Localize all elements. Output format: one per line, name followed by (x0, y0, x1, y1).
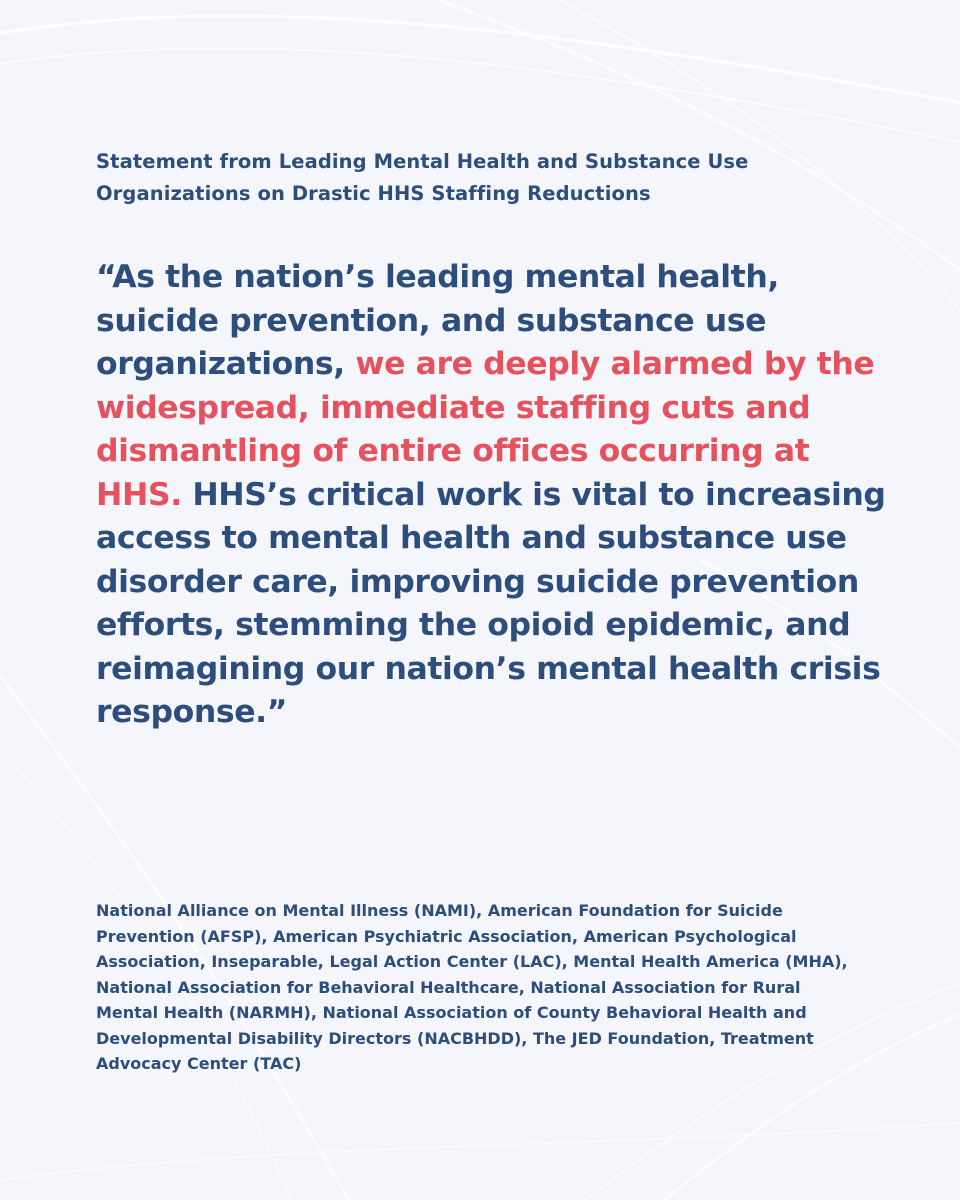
statement-content (96, 146, 886, 735)
quote-highlight: we are deeply alarmed by the widespread, immediate staffing cuts and dismantling of entire offices occurring at HHS. (96, 346, 875, 513)
signatory-organizations: National Alliance on Mental Illness (NAMI), American Foundation for Suicide Prevention (AFSP), American Psychiatric Association, American Psychological Association, Inseparable, Legal Action Center (LAC), Mental Health America (MHA), National Association for Behavioral Healthcare, National Association for Rural Mental Health (NARMH), National Association of County Behavioral Health and Developmental Disability Directors (NACBHDD), The JED Foundation, Treatment Advocacy Center (TAC) (96, 901, 848, 1073)
statement-headline: Statement from Leading Mental Health and Substance Use Organizations on Drastic HHS Staffing Reductions (96, 150, 749, 205)
statement-quote (96, 256, 886, 735)
quote-text-part2: HHS’s critical work is vital to increasing access to mental health and substance use disorder care, improving suicide prevention efforts, stemming the opioid epidemic, and reimagining our nation’s mental health crisis response.” (96, 476, 886, 730)
quote-text-part1: “As the nation’s leading mental health, suicide prevention, and substance use organizations, (96, 259, 779, 382)
